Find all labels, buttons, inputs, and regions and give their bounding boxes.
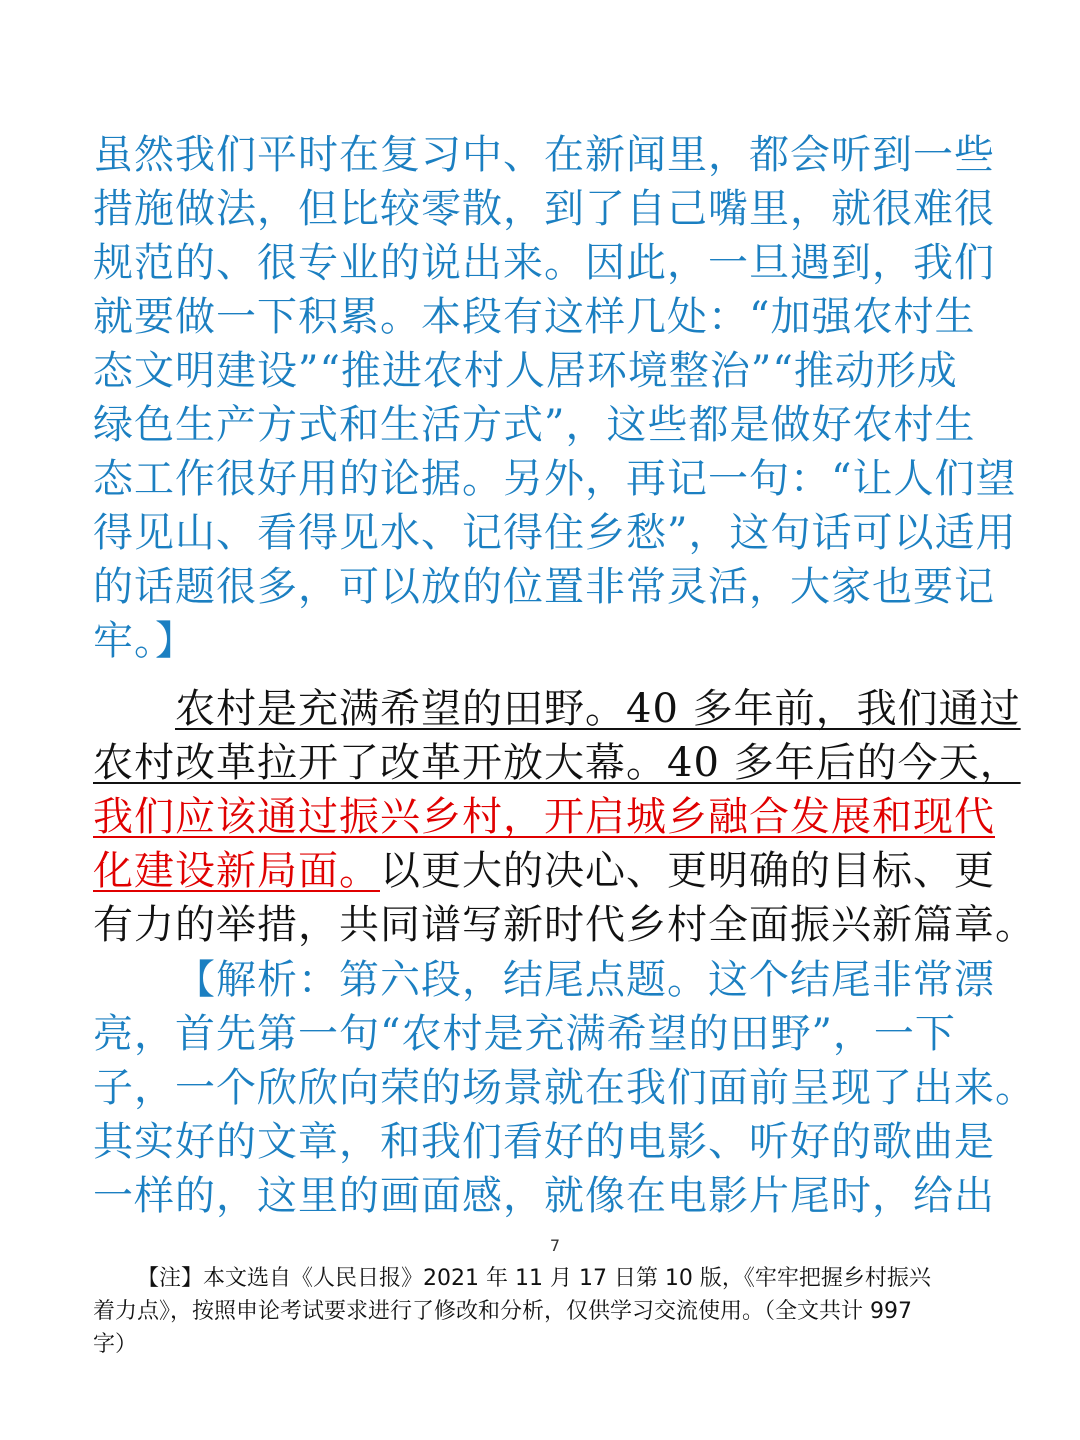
analysis-line: 绿色生产方式和生活方式”，这些都是做好农村生 <box>93 402 976 448</box>
analysis-line: 态工作很好用的论据。另外，再记一句：“让人们望 <box>93 456 1017 502</box>
underlined-sentence: 农村改革拉开了改革开放大幕。40 多年后的今天， <box>93 740 1021 786</box>
footnote-line: 字） <box>93 1332 138 1357</box>
footnote-line: 着力点》，按照申论考试要求进行了修改和分析，仅供学习交流使用。（全文共计 997 <box>93 1299 912 1324</box>
analysis-line: 得见山、看得见水、记得住乡愁”，这句话可以适用 <box>93 510 1017 556</box>
article-text: 以更大的决心、更明确的目标、更 <box>380 848 995 894</box>
article-line <box>93 844 995 898</box>
analysis-paragraph-top <box>93 128 1017 668</box>
article-line <box>93 736 1021 790</box>
footnote <box>93 1262 993 1361</box>
article-paragraph-six <box>93 682 1036 952</box>
key-sentence: 我们应该通过振兴乡村，开启城乡融合发展和现代 <box>93 794 995 840</box>
article-line <box>93 790 995 844</box>
analysis-line: 就要做一下积累。本段有这样几处：“加强农村生 <box>93 294 976 340</box>
page-number: 7 <box>549 1236 561 1255</box>
analysis-line: 牢。】 <box>93 618 196 664</box>
analysis-line: 亮，首先第一句“农村是充满希望的田野”，一下 <box>93 1011 956 1057</box>
footnote-line: 【注】本文选自《人民日报》2021 年 11 月 17 日第 10 版，《牢牢把握乡村振兴 <box>137 1266 931 1291</box>
article-line <box>93 682 1021 736</box>
analysis-line: 子，一个欣欣向荣的场景就在我们面前呈现了出来。 <box>93 1065 1036 1111</box>
analysis-line: 【解析：第六段，结尾点题。这个结尾非常漂 <box>175 957 995 1003</box>
underlined-sentence: 农村是充满希望的田野。40 多年前，我们通过 <box>175 686 1021 732</box>
analysis-line: 规范的、很专业的说出来。因此，一旦遇到，我们 <box>93 240 995 286</box>
analysis-line: 态文明建设”“推进农村人居环境整治”“推动形成 <box>93 348 958 394</box>
analysis-line: 措施做法，但比较零散，到了自己嘴里，就很难很 <box>93 186 995 232</box>
analysis-line: 一样的，这里的画面感，就像在电影片尾时，给出 <box>93 1173 995 1219</box>
analysis-line: 虽然我们平时在复习中、在新闻里，都会听到一些 <box>93 132 995 178</box>
analysis-line: 其实好的文章，和我们看好的电影、听好的歌曲是 <box>93 1119 995 1165</box>
key-sentence: 化建设新局面。 <box>93 848 380 894</box>
analysis-paragraph-bottom <box>93 953 1036 1223</box>
article-line: 有力的举措，共同谱写新时代乡村全面振兴新篇章。 <box>93 902 1036 948</box>
analysis-line: 的话题很多，可以放的位置非常灵活，大家也要记 <box>93 564 995 610</box>
